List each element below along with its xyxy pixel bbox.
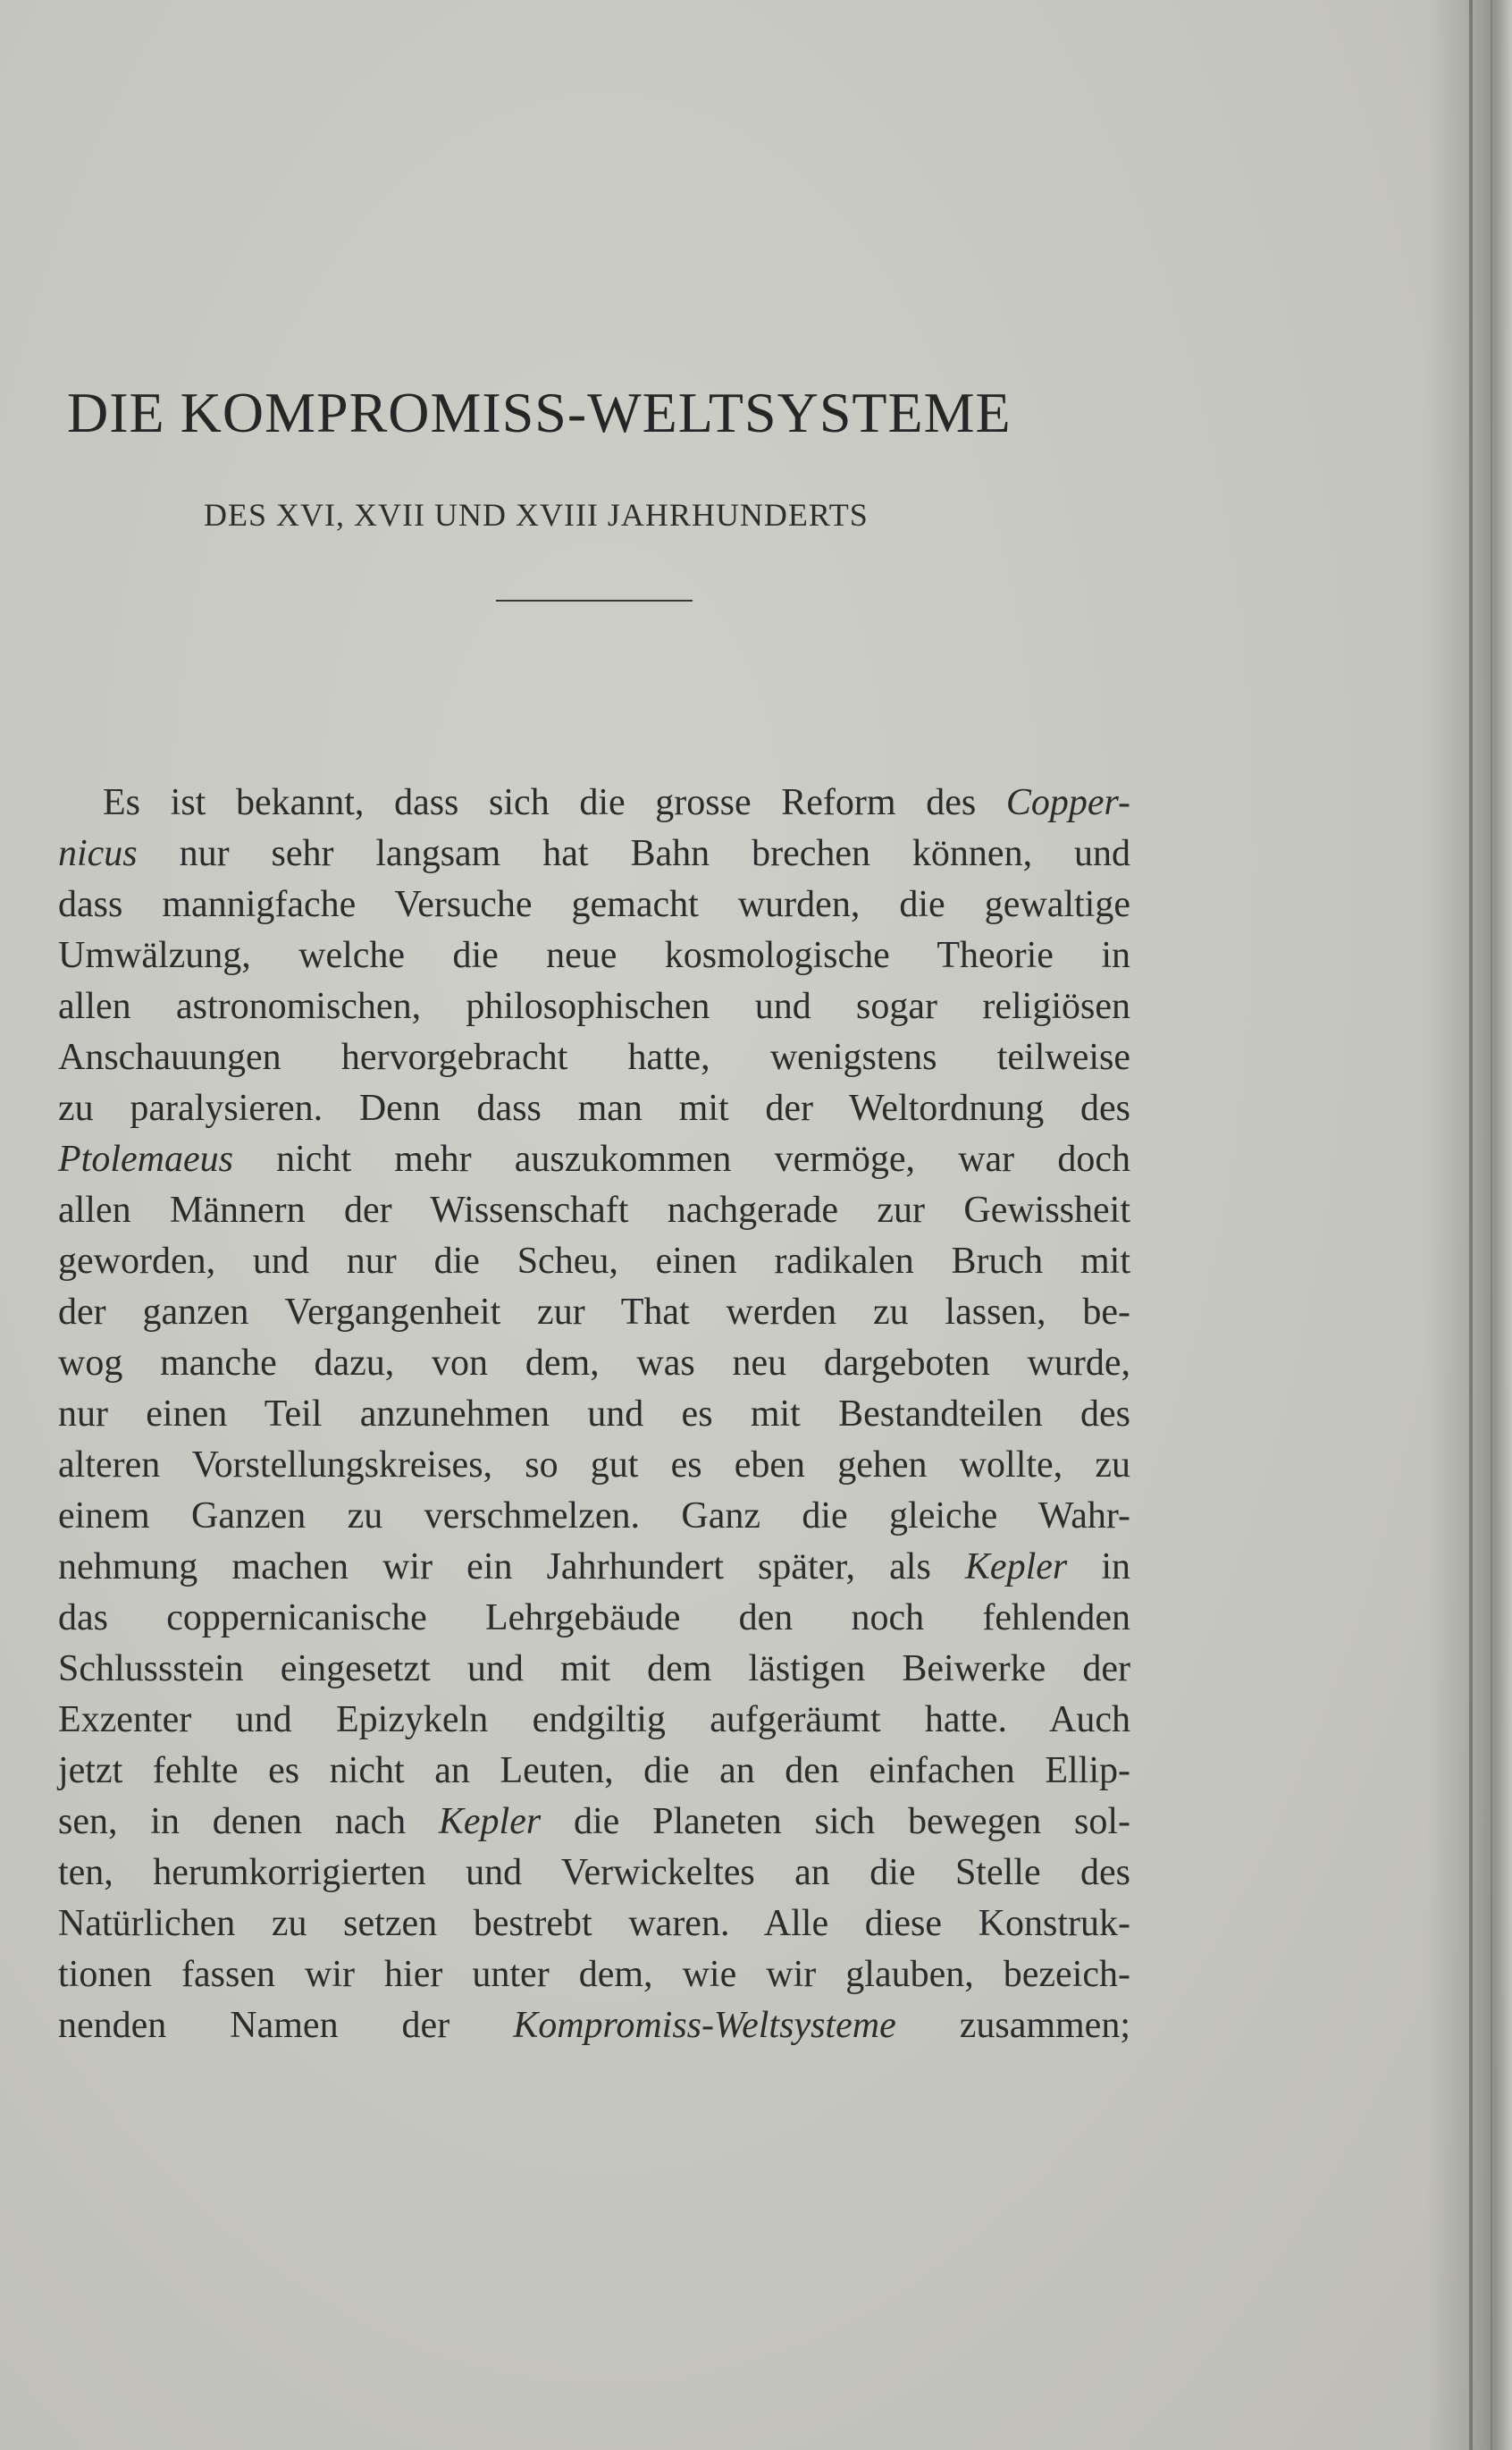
italic-name: Kompromiss-Weltsysteme bbox=[513, 2005, 896, 2046]
text-line: Natürlichen zu setzen bestrebt waren. Alle diese Konstruk- bbox=[58, 1903, 1130, 1944]
text-line: Exzenter und Epizykeln endgiltig aufgeräumt hatte. Auch bbox=[58, 1699, 1130, 1740]
text-segment: nehmung machen wir ein Jahrhundert später, als bbox=[58, 1546, 965, 1587]
text-line: einem Ganzen zu verschmelzen. Ganz die gleiche Wahr- bbox=[58, 1495, 1130, 1537]
title-rule bbox=[496, 600, 693, 602]
text-line: zu paralysieren. Denn dass man mit der Weltordnung des bbox=[58, 1088, 1130, 1129]
text-line: wog manche dazu, von dem, was neu dargeboten wurde, bbox=[58, 1343, 1130, 1384]
italic-name: Kepler bbox=[438, 1801, 542, 1842]
text-segment: sen, in denen nach bbox=[58, 1801, 439, 1842]
italic-name: Kepler bbox=[964, 1546, 1068, 1587]
spine-edge bbox=[1469, 0, 1473, 2450]
italic-name: Ptolemaeus bbox=[58, 1139, 233, 1180]
text-line bbox=[58, 2000, 1130, 2051]
text-line: dass mannigfache Versuche gemacht wurden, die gewaltige bbox=[58, 884, 1130, 925]
text-line: nur einen Teil anzunehmen und es mit Bestandteilen des bbox=[58, 1393, 1130, 1435]
chapter-title: DIE KOMPROMISS-WELTSYSTEME bbox=[67, 381, 1012, 444]
text-line: alteren Vorstellungskreises, so gut es eben gehen wollte, zu bbox=[58, 1444, 1130, 1486]
text-segment: nicht mehr auszukommen vermöge, war doch bbox=[232, 1139, 1130, 1180]
text-segment: nur sehr langsam hat Bahn brechen können, und bbox=[137, 833, 1130, 874]
text-line: tionen fassen wir hier unter dem, wie wir glauben, bezeich- bbox=[58, 1954, 1130, 1995]
text-line bbox=[58, 1542, 1130, 1593]
text-segment: zusammen; bbox=[895, 2005, 1130, 2046]
text-line: geworden, und nur die Scheu, einen radikalen Bruch mit bbox=[58, 1241, 1130, 1282]
text-segment: in bbox=[1067, 1546, 1131, 1587]
text-line: das coppernicanische Lehrgebäude den noch fehlenden bbox=[58, 1597, 1130, 1638]
chapter-subtitle: DES XVI, XVII UND XVIII JAHRHUNDERTS bbox=[204, 497, 869, 533]
text-line bbox=[58, 1797, 1130, 1848]
text-line bbox=[58, 778, 1130, 829]
text-segment: Es ist bekannt, dass sich die grosse Reform des bbox=[103, 782, 1006, 823]
text-line: Anschauungen hervorgebracht hatte, wenigstens teilweise bbox=[58, 1037, 1130, 1078]
spine-edge-outer bbox=[1491, 0, 1492, 2450]
text-line: allen Männern der Wissenschaft nachgerade zur Gewissheit bbox=[58, 1190, 1130, 1231]
text-segment: nenden Namen der bbox=[58, 2005, 514, 2046]
text-line bbox=[58, 1134, 1130, 1185]
text-segment: die Planeten sich bewegen sol- bbox=[541, 1801, 1130, 1842]
text-line: allen astronomischen, philosophischen und sogar religiösen bbox=[58, 986, 1130, 1027]
text-line: Umwälzung, welche die neue kosmologische Theorie in bbox=[58, 935, 1130, 976]
text-line: der ganzen Vergangenheit zur That werden zu lassen, be- bbox=[58, 1292, 1130, 1333]
italic-name: Copper- bbox=[1005, 782, 1130, 823]
text-line bbox=[58, 829, 1130, 880]
text-line: ten, herumkorrigierten und Verwickeltes an die Stelle des bbox=[58, 1852, 1130, 1893]
body-paragraph bbox=[58, 778, 1130, 2051]
italic-name: nicus bbox=[58, 833, 138, 874]
text-line: jetzt fehlte es nicht an Leuten, die an den einfachen Ellip- bbox=[58, 1750, 1130, 1791]
text-line: Schlussstein eingesetzt und mit dem lästigen Beiwerke der bbox=[58, 1648, 1130, 1689]
